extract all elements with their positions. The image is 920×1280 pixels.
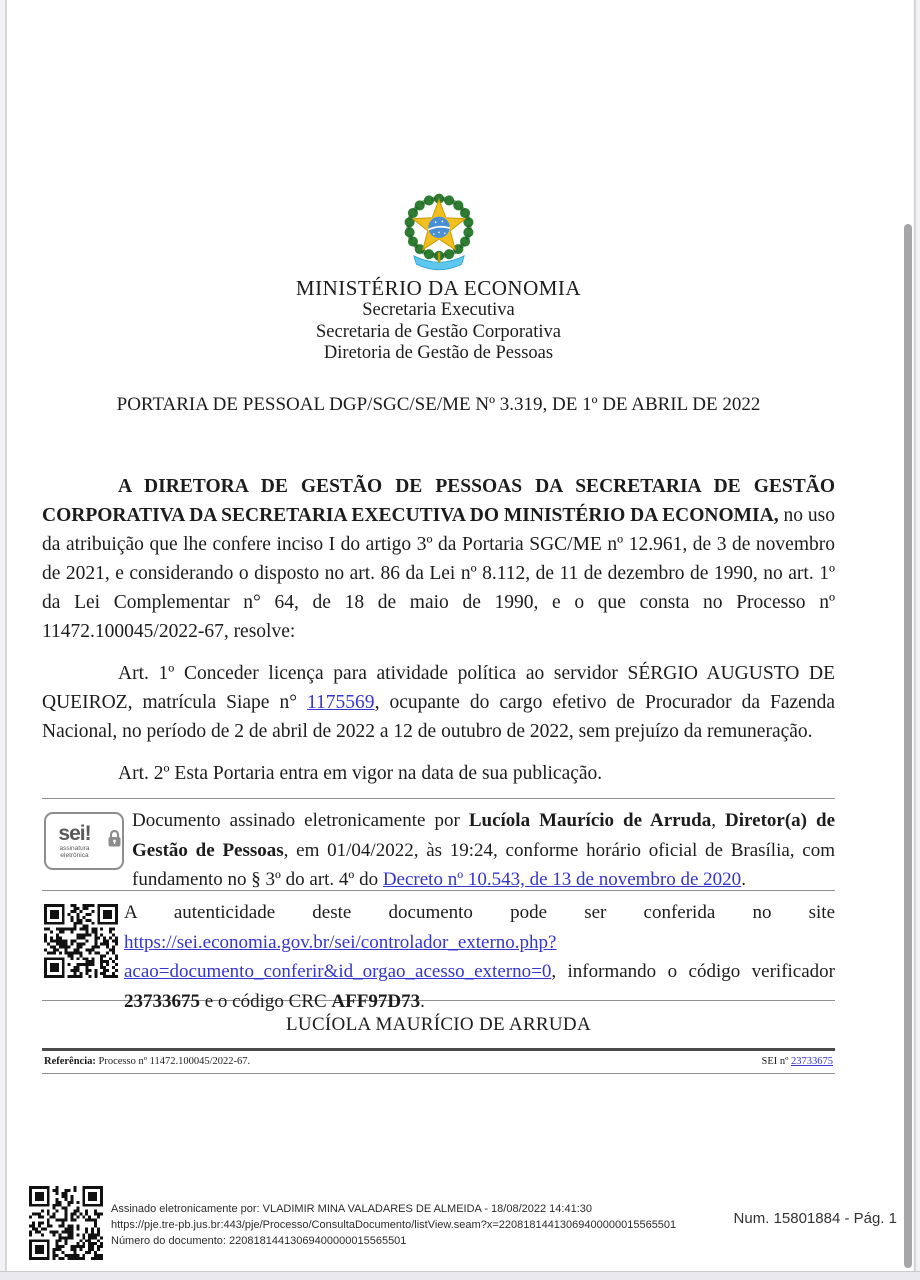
verification-text-end: . xyxy=(420,990,425,1012)
org-header xyxy=(42,276,835,365)
sei-logo xyxy=(44,812,124,870)
reference-text xyxy=(44,1056,250,1067)
preamble-authority: A DIRETORA DE GESTÃO DE PESSOAS DA SECRETARIA DE GESTÃO CORPORATIVA DA SECRETARIA EXECUTIVA DO MINISTÉRIO DA ECONOMIA, xyxy=(42,476,835,526)
document-body xyxy=(42,472,835,801)
preamble-paragraph xyxy=(42,472,835,646)
signer-name: Lucíola Maurício de Arruda xyxy=(468,810,712,831)
signatory-name: LUCÍOLA MAURÍCIO DE ARRUDA xyxy=(286,1014,591,1035)
vertical-scrollbar-thumb[interactable] xyxy=(904,224,912,1268)
verification-text-mid: , informando o código verificador xyxy=(551,961,835,982)
signature-separator: , xyxy=(711,810,726,831)
footer-document-number: Número do documento: 22081814413069400000015565501 xyxy=(111,1235,407,1247)
footer-signed-by: Assinado eletronicamente por: VLADIMIR MINA VALADARES DE ALMEIDA - 18/08/2022 14:41:30 xyxy=(111,1203,592,1215)
signature-statement xyxy=(132,806,835,895)
pje-signature-footer xyxy=(29,1182,676,1260)
page-right-edge xyxy=(914,0,916,1280)
siape-number-link[interactable]: 1175569 xyxy=(307,692,375,713)
verification-url-link[interactable]: https://sei.economia.gov.br/sei/controlador_externo.php?acao=documento_conferir&id_orgao_acesso_externo=0 xyxy=(124,931,557,982)
org-line-3: Diretoria de Gestão de Pessoas xyxy=(323,343,554,363)
article-1-text-post: , ocupante do cargo efetivo de Procurador da Fazenda Nacional, no período de 2 de abril de 2022 a 12 de outubro de 2022, sem prejuízo da remuneração. xyxy=(42,692,835,742)
viewer-bottom-strip xyxy=(0,1271,920,1280)
sei-subtitle: assinatura eletrônica xyxy=(59,845,90,859)
signature-text-pre: Documento assinado eletronicamente por xyxy=(132,810,469,831)
verification-text-pre: A autenticidade deste documento pode ser conferida no site xyxy=(124,902,835,923)
article-2-paragraph: Art. 2º Esta Portaria entra em vigor na data de sua publicação. xyxy=(118,763,603,784)
sei-number-label: SEI nº xyxy=(761,1055,791,1067)
signature-text-end: . xyxy=(741,869,746,890)
sei-wordmark: sei! xyxy=(58,822,91,845)
org-line-1: Secretaria Executiva xyxy=(362,300,515,320)
decree-link[interactable]: Decreto nº 10.543, de 13 de novembro de 2020 xyxy=(382,869,742,890)
verification-block xyxy=(44,898,835,1016)
verifier-code: 23733675 xyxy=(124,990,200,1012)
document-page xyxy=(7,0,913,1271)
page-number: Num. 15801884 - Pág. 1 xyxy=(733,1210,897,1227)
signature-block xyxy=(44,806,835,895)
document-title: PORTARIA DE PESSOAL DGP/SGC/SE/ME Nº 3.319, DE 1º DE ABRIL DE 2022 xyxy=(116,394,761,415)
brazil-coat-of-arms-icon xyxy=(397,190,481,278)
reference-bottom-rule xyxy=(42,1073,835,1074)
reference-value: Processo nº 11472.100045/2022-67. xyxy=(95,1055,251,1067)
footer-qr-code xyxy=(29,1186,103,1260)
verification-statement xyxy=(124,898,835,1016)
verification-qr-code xyxy=(44,902,118,980)
signer-role: Diretor(a) de Gestão de Pessoas xyxy=(132,810,836,861)
reference-band xyxy=(42,1048,835,1074)
article-1-text-pre: Art. 1º Conceder licença para atividade política ao servidor SÉRGIO AUGUSTO DE QUEIROZ, matrícula Siape n° xyxy=(42,663,835,713)
preamble-rest: no uso da atribuição que lhe confere inciso I do artigo 3º da Portaria SGC/ME nº 12.961, de 3 de novembro de 2021, e considerando o disposto no art. 86 da Lei nº 8.112, de 11 de dezembro de 1990, no art. 1º da Lei Complementar n° 64, de 18 de maio de 1990, e o que consta no Processo nº 11472.100045/2022-67, resolve: xyxy=(42,505,835,642)
footer-text xyxy=(111,1201,676,1260)
lock-icon xyxy=(107,829,122,853)
divider-top-signature xyxy=(42,798,835,799)
article-1-paragraph xyxy=(42,659,835,746)
crc-code: AFF97D73 xyxy=(331,990,421,1012)
sei-logo-text xyxy=(46,823,103,859)
sei-number-text xyxy=(761,1056,833,1067)
signature-text-mid: , em 01/04/2022, às 19:24, conforme horário oficial de Brasília, com fundamento no § 3º do art. 4º do xyxy=(132,839,836,890)
verification-text-mid2: e o código CRC xyxy=(200,990,332,1012)
document-content xyxy=(42,0,835,1271)
org-line-2: Secretaria de Gestão Corporativa xyxy=(315,321,562,342)
sei-number-link[interactable]: 23733675 xyxy=(791,1055,833,1067)
ministry-name: MINISTÉRIO DA ECONOMIA xyxy=(295,276,582,300)
reference-label: Referência: xyxy=(44,1055,96,1067)
page-left-edge xyxy=(5,0,7,1280)
footer-url: https://pje.tre-pb.jus.br:443/pje/Processo/ConsultaDocumento/listView.seam?x=22081814413069400000015565501 xyxy=(111,1219,677,1231)
